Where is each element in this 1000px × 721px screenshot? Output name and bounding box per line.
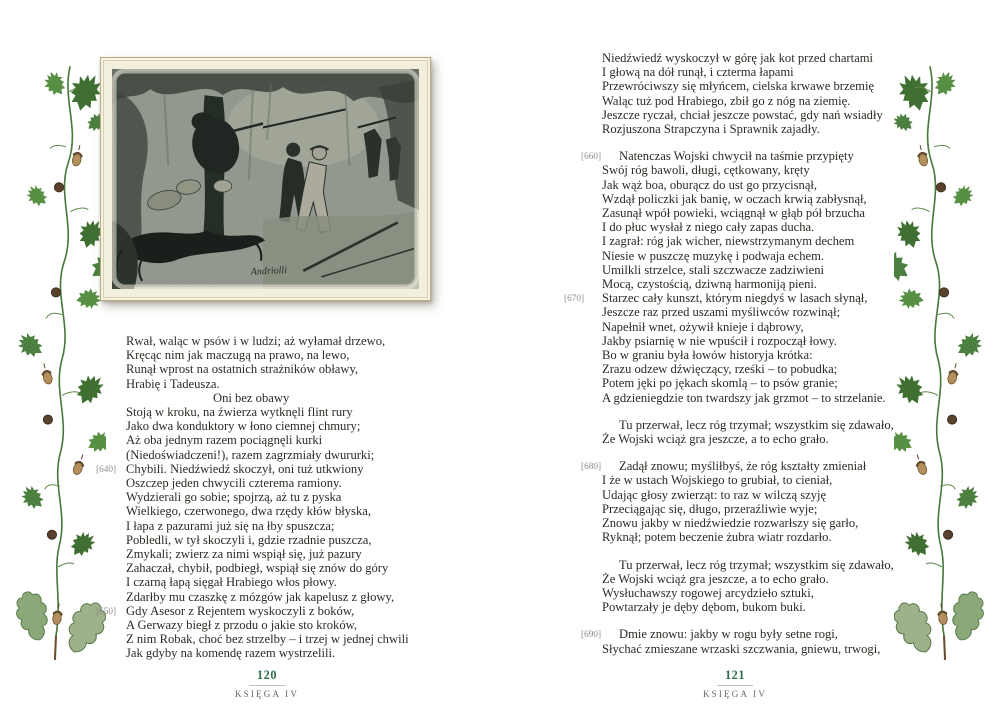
verse-text: Ryknął; potem beczenie żubra wiatr rozdarło.	[602, 530, 832, 545]
verse-text: Hrabię i Tadeusza.	[126, 376, 220, 391]
verse-line	[126, 348, 446, 362]
verse-text: I czarną łapą sięgał Hrabiego włos płowy.	[126, 575, 337, 590]
page-number: 121	[725, 668, 745, 682]
line-number-marker: [670]	[564, 294, 585, 305]
verse-text: Gdy Asesor z Rejentem wyskoczyli z boków,	[126, 603, 355, 618]
verse-text: A Gerwazy biegł z przodu o jakie sto kroków,	[126, 618, 358, 633]
verse-line	[126, 391, 446, 405]
verse-text: Mocą, czystością, dziwną harmoniją pieni.	[602, 277, 818, 292]
verse-line	[602, 65, 922, 79]
verse-line	[602, 51, 922, 65]
verse-text: Aż oba jednym razem pociągnęli kurki	[126, 433, 323, 448]
left-page-footer	[207, 668, 327, 699]
verse-text: (Niedoświadczeni!), razem zagrzmiały dwururki;	[126, 447, 375, 462]
footer-rule	[717, 685, 753, 686]
verse-line	[602, 206, 922, 220]
verse-text: Znowu jakby w niedźwiedzie rozwarłszy się garło,	[602, 516, 859, 531]
verse-text: Jako dwa konduktory w łono ciemnej chmury;	[126, 419, 361, 434]
verse-column-right	[564, 51, 922, 656]
stanza	[602, 558, 922, 615]
verse-text: Tu przerwał, lecz róg trzymał; wszystkim się zdawało,	[619, 557, 894, 572]
verse-line	[126, 590, 446, 604]
verse-line	[126, 646, 446, 660]
line-number-marker: [680]	[581, 462, 602, 473]
verse-line	[602, 234, 922, 248]
verse-line	[602, 192, 922, 206]
verse-text: Wydzierali go sobie; spojrzą, aż tu z pyska	[126, 490, 342, 505]
verse-text: Jak wąż boa, oburącz do ust go przycisnął,	[602, 177, 818, 192]
illustration-plate	[100, 57, 431, 301]
verse-line	[126, 519, 446, 533]
verse-line	[602, 391, 922, 405]
verse-line	[602, 334, 922, 348]
verse-text: I zagrał: róg jak wicher, niewstrzymanym dechem	[602, 234, 855, 249]
verse-line	[602, 586, 922, 600]
verse-line	[602, 122, 922, 136]
verse-line	[126, 362, 446, 376]
verse-line	[126, 547, 446, 561]
verse-line	[126, 377, 446, 391]
verse-text: Pobledli, w tył skoczyli i, gdzie rzadnie puszcza,	[126, 532, 372, 547]
verse-text: Runął wprost na ostatnich strażników obławy,	[126, 362, 359, 377]
verse-text: Stoją w kroku, na źwierza wytknęli flint rury	[126, 405, 353, 420]
verse-text: Natenczas Wojski chwycił na taśmie przypięty	[619, 149, 854, 164]
verse-text: I łapa z pazurami już się na łby spuszcza;	[126, 518, 335, 533]
bear-hunt-engraving	[112, 69, 419, 289]
line-number-marker: [660]	[581, 152, 602, 163]
verse-line	[602, 249, 922, 263]
verse-line	[126, 476, 446, 490]
verse-line	[602, 79, 922, 93]
verse-text: Wysłuchawszy rogowej arcydzieło sztuki,	[602, 585, 814, 600]
verse-text: Zasunął wpół powieki, wciągnął w głąb pół brzucha	[602, 206, 865, 221]
verse-line	[602, 418, 922, 432]
verse-text: A gdzieniegdzie ton twardszy jak grzmot – to strzelanie.	[602, 390, 886, 405]
verse-text: Jakby psiarnię w nie wpuścił i rozpoczął łowy.	[602, 333, 837, 348]
verse-text: Jak gdyby na komendę razem wystrzelili.	[126, 646, 336, 661]
verse-text: Potem jęki po jękach skomlą – to psów granie;	[602, 376, 838, 391]
right-page-footer	[675, 668, 795, 699]
verse-line	[602, 277, 922, 291]
verse-text: Słychać zmieszane wrzaski szczwania, gniewu, trwogi,	[602, 641, 881, 656]
verse-text: Rozjuszona Strapczyna i Sprawnik zajadły.	[602, 122, 820, 137]
verse-line	[602, 362, 922, 376]
verse-text: Oni bez obawy	[213, 390, 290, 405]
verse-line	[126, 561, 446, 575]
stanza	[564, 149, 922, 405]
verse-text: Zadął znowu; myśliłbyś, że róg kształty zmieniał	[619, 459, 867, 474]
verse-line	[126, 575, 446, 589]
verse-line	[126, 405, 446, 419]
verse-text: Z nim Robak, choć bez strzelby – i trzej w jednej chwili	[126, 632, 409, 647]
footer-rule	[249, 685, 285, 686]
stanza	[96, 334, 446, 661]
verse-text: Udając głosy zwierząt: to raz w wilczą szyję	[602, 487, 827, 502]
verse-text: Zdarłby mu czaszkę z mózgów jak kapelusz z głowy,	[126, 589, 395, 604]
line-number-marker: [650]	[96, 606, 117, 617]
right-page	[500, 0, 1000, 721]
verse-text: Tu przerwał, lecz róg trzymał; wszystkim się zdawało,	[619, 417, 894, 432]
verse-line	[564, 291, 922, 306]
verse-text: Powtarzały je dęby dębom, bukom buki.	[602, 600, 806, 615]
verse-text: Swój róg bawoli, długi, cętkowany, kręty	[602, 163, 810, 178]
stanza	[602, 51, 922, 136]
verse-text: Umilkli strzelce, stali szczwacze zadziwieni	[602, 262, 825, 277]
verse-text: Zahaczał, chybił, podbiegł, wspiął się znów do góry	[126, 561, 389, 576]
verse-line	[602, 108, 922, 122]
verse-text: Przeciągając się, długo, przeraźliwie wyje;	[602, 501, 818, 516]
verse-line	[581, 149, 922, 164]
verse-line	[126, 490, 446, 504]
verse-line	[96, 603, 446, 618]
verse-line	[602, 163, 922, 177]
verse-text: Starzec cały kunszt, którym niegdyś w lasach słynął,	[602, 291, 868, 306]
verse-line	[126, 504, 446, 518]
book-title-footer: KSIĘGA IV	[702, 689, 768, 699]
verse-text: Napełnił wnet, ożywił knieje i dąbrowy,	[602, 319, 804, 334]
page-number: 120	[257, 668, 277, 682]
verse-line	[581, 627, 922, 642]
verse-text: Bo w graniu była łowów historyja krótka:	[602, 348, 813, 363]
book-title-footer: KSIĘGA IV	[234, 689, 300, 699]
verse-text: Waląc tuż pod Hrabiego, zbił go z nóg na ziemię.	[602, 93, 851, 108]
stanza	[602, 418, 922, 446]
verse-line	[126, 433, 446, 447]
verse-text: Kręcąc nim jak maczugą na prawo, na lewo,	[126, 348, 350, 363]
verse-text: Zmykali; zwierz za nimi wspiął się, już pazury	[126, 547, 362, 562]
verse-text: Dmie znowu: jakby w rogu były setne rogi,	[619, 627, 838, 642]
verse-line	[126, 618, 446, 632]
verse-text: Jeszcze raz przed uszami myśliwców rozwinął;	[602, 305, 841, 320]
verse-line	[602, 220, 922, 234]
verse-line	[581, 459, 922, 474]
verse-text: Jeszcze ryczał, chciał jeszcze powstać, gdy nań wsiadły	[602, 107, 883, 122]
verse-line	[602, 432, 922, 446]
verse-text: Zrazu odzew dźwięczący, rześki – to pobudka;	[602, 362, 838, 377]
verse-line	[602, 320, 922, 334]
verse-line	[602, 642, 922, 656]
verse-line	[602, 94, 922, 108]
verse-line	[126, 533, 446, 547]
verse-line	[602, 572, 922, 586]
verse-line	[602, 558, 922, 572]
verse-column-left	[96, 334, 446, 661]
verse-line	[602, 473, 922, 487]
stanza	[581, 459, 922, 545]
verse-text: Niesie w puszczę muzykę i podwaja echem.	[602, 248, 825, 263]
verse-line	[126, 632, 446, 646]
verse-line	[96, 461, 446, 476]
verse-text: Wielkiego, czerwonego, dwa rzędy kłów błyska,	[126, 504, 371, 519]
verse-text: Że Wojski wciąż gra jeszcze, a to echo grało.	[602, 571, 829, 586]
verse-line	[602, 502, 922, 516]
illustration-signature: Andriolli	[250, 264, 288, 278]
verse-line	[602, 488, 922, 502]
verse-line	[602, 376, 922, 390]
verse-text: I że w ustach Wojskiego to grubiał, to cieniał,	[602, 473, 833, 488]
verse-text: Rwał, waląc w psów i w ludzi; aż wyłamał drzewo,	[126, 334, 386, 348]
verse-line	[602, 348, 922, 362]
verse-text: Że Wojski wciąż gra jeszcze, a to echo grało.	[602, 432, 829, 447]
verse-text: Chybili. Niedźwiedź skoczył, oni tuż utkwiony	[126, 461, 364, 476]
verse-text: Niedźwiedź wyskoczył w górę jak kot przed chartami	[602, 51, 874, 65]
line-number-marker: [640]	[96, 464, 117, 475]
stanza	[581, 627, 922, 656]
verse-text: I do płuc wysłał z niego cały zapas ducha.	[602, 220, 815, 235]
verse-line	[126, 334, 446, 348]
verse-line	[602, 263, 922, 277]
verse-text: Oszczep jeden chwycili czterema ramiony.	[126, 476, 342, 491]
verse-line	[126, 448, 446, 462]
verse-line	[602, 178, 922, 192]
verse-text: I głową na dół runął, i czterma łapami	[602, 65, 794, 80]
verse-line	[602, 305, 922, 319]
verse-line	[602, 530, 922, 544]
verse-text: Przewróciwszy się młyńcem, cielska krwawe brzemię	[602, 79, 875, 94]
line-number-marker: [690]	[581, 630, 602, 641]
verse-line	[602, 600, 922, 614]
verse-text: Wzdął policzki jak banię, w oczach krwią zabłysnął,	[602, 191, 867, 206]
verse-line	[602, 516, 922, 530]
verse-line	[126, 419, 446, 433]
